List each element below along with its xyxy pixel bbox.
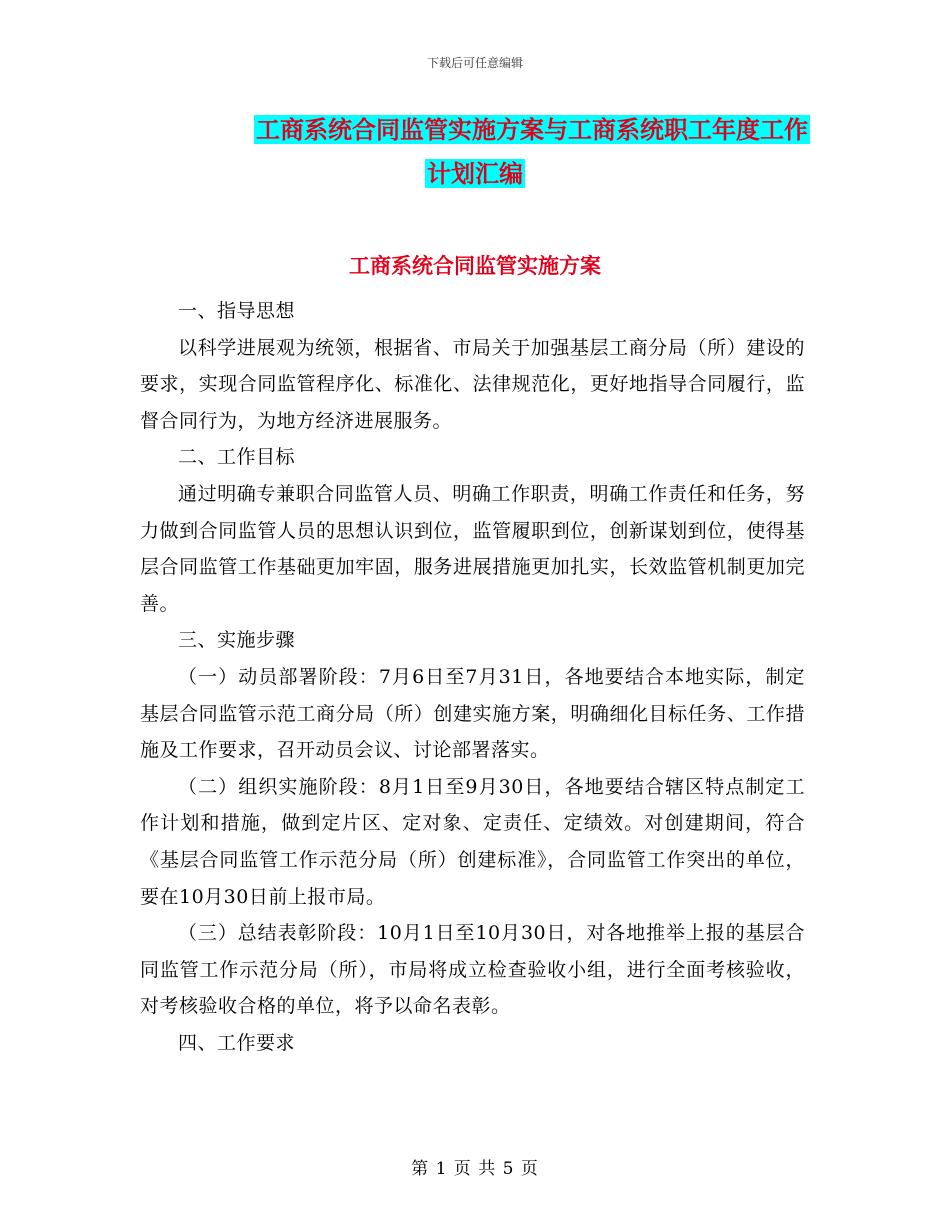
page-header-note: 下载后可任意编辑 bbox=[426, 56, 523, 70]
heading-work-goals: 二、工作目标 bbox=[178, 446, 296, 469]
paragraph: （二）组织实施阶段：8月1日至9月30日，各地要结合辖区特点制定工作计划和措施，做到定片区、定对象、定责任、定绩效。对创建期间，符合《基层合同监管工作示范分局（所）创建标准》，合同监管工作突出的单位，要在10月30日前上报市局。 bbox=[140, 775, 805, 908]
heading-guiding-ideology: 一、指导思想 bbox=[178, 300, 296, 322]
heading-work-requirements: 四、工作要求 bbox=[178, 1031, 296, 1054]
section-title: 工商系统合同监管实施方案 bbox=[349, 253, 601, 278]
heading-implementation-steps: 三、实施步骤 bbox=[178, 629, 296, 652]
document-title-line-2 bbox=[140, 157, 810, 191]
paragraph: 以科学进展观为统领，根据省、市局关于加强基层工商分局（所）建设的要求，实现合同监管程序化、标准化、法律规范化，更好地指导合同履行，监督合同行为，为地方经济进展服务。 bbox=[140, 336, 805, 432]
page-footer: 第 1 页 共 5 页 bbox=[411, 1159, 539, 1179]
document-title-line-1 bbox=[140, 113, 810, 147]
paragraph: 通过明确专兼职合同监管人员、明确工作职责，明确工作责任和任务，努力做到合同监管人员的思想认识到位，监管履职到位，创新谋划到位，使得基层合同监管工作基础更加牢固，服务进展措施更加扎实，长效监管机制更加完善。 bbox=[140, 482, 805, 615]
document-body bbox=[140, 293, 805, 1061]
title-highlight: 工商系统合同监管实施方案与工商系统职工年度工作 bbox=[256, 115, 808, 144]
paragraph: （三）总结表彰阶段：10月1日至10月30日，对各地推举上报的基层合同监管工作示范分局（所），市局将成立检查验收小组，进行全面考核验收，对考核验收合格的单位，将予以命名表彰。 bbox=[140, 922, 805, 1018]
title-highlight: 计划汇编 bbox=[427, 159, 523, 188]
paragraph: （一）动员部署阶段：7月6日至7月31日，各地要结合本地实际，制定基层合同监管示范工商分局（所）创建实施方案，明确细化目标任务、工作措施及工作要求，召开动员会议、讨论部署落实。 bbox=[140, 665, 805, 762]
